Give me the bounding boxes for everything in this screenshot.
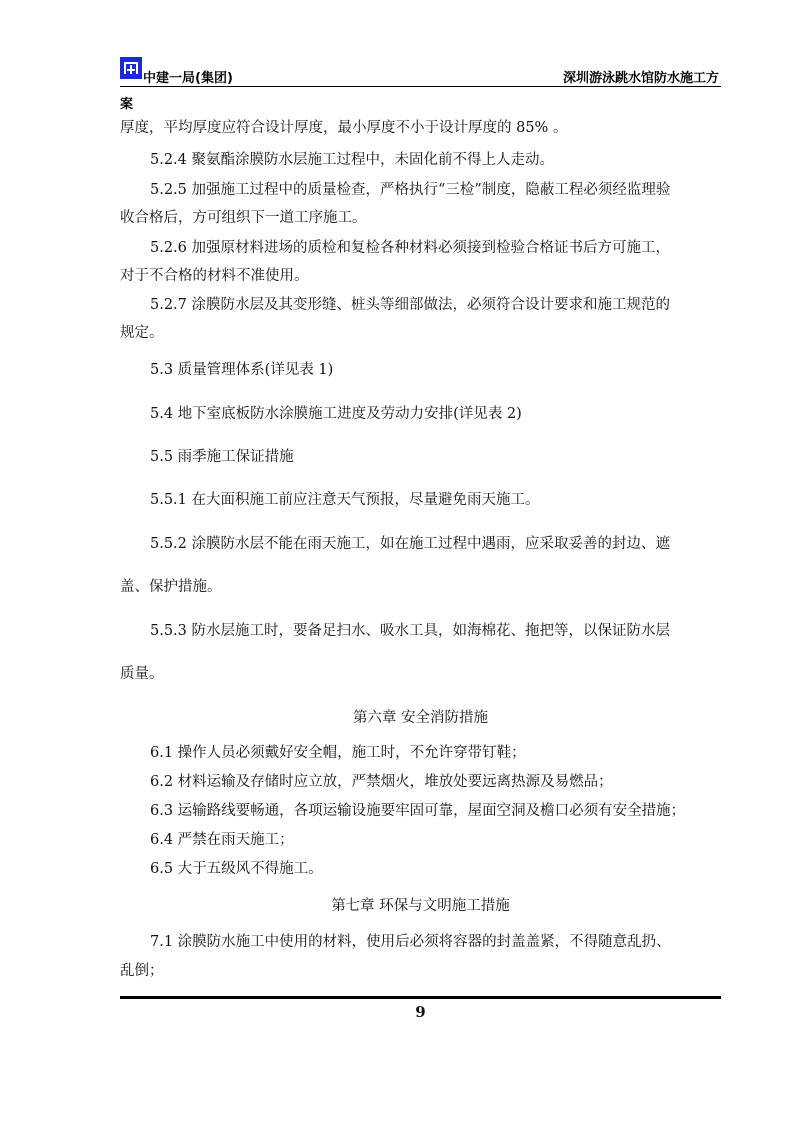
chapter-title: 第六章 安全消防措施: [352, 710, 489, 726]
list-item: 6.4 严禁在雨天施工；: [150, 832, 294, 848]
list-item: 6.5 大于五级风不得施工。: [150, 861, 323, 877]
company-logo-icon: [120, 57, 142, 79]
header-company: 中建一局(集团): [143, 71, 233, 86]
paragraph: 质量。: [120, 666, 164, 682]
list-item: 6.1 操作人员必须戴好安全帽，施工时，不允许穿带钉鞋；: [150, 745, 526, 761]
section-heading: 5.5 雨季施工保证措施: [150, 449, 294, 465]
paragraph: 5.5.3 防水层施工时，要备足扫水、吸水工具，如海棉花、拖把等，以保证防水层: [150, 623, 671, 639]
paragraph: 5.5.1 在大面积施工前应注意天气预报，尽量避免雨天施工。: [150, 492, 540, 508]
header-doc-title: 深圳游泳跳水馆防水施工方: [562, 71, 719, 86]
list-item: 6.2 材料运输及存储时应立放，严禁烟火，堆放处要远离热源及易燃品；: [150, 774, 613, 790]
paragraph: 5.2.6 加强原材料进场的质检和复检各种材料必须接到检验合格证书后方可施工，: [150, 240, 671, 256]
list-item: 7.1 涂膜防水施工中使用的材料，使用后必须将容器的封盖盖紧，不得随意乱扔、: [150, 934, 671, 950]
list-item: 6.3 运输路线要畅通，各项运输设施要牢固可靠，屋面空洞及檐口必须有安全措施；: [150, 803, 686, 819]
paragraph: 盖、保护措施。: [120, 579, 222, 595]
footer-divider: [120, 996, 721, 999]
paragraph: 5.2.4 聚氨酯涂膜防水层施工过程中，未固化前不得上人走动。: [150, 152, 555, 168]
header-divider: [120, 86, 721, 87]
page-number: 9: [415, 1003, 426, 1021]
list-item: 乱倒；: [120, 963, 164, 979]
paragraph: 5.2.7 涂膜防水层及其变形缝、桩头等细部做法，必须符合设计要求和施工规范的: [150, 297, 671, 313]
header-doc-title-wrap: 案: [120, 97, 134, 112]
paragraph: 规定。: [120, 325, 164, 341]
paragraph: 对于不合格的材料不准使用。: [120, 268, 309, 284]
chapter-title: 第七章 环保与文明施工措施: [331, 898, 510, 914]
section-heading: 5.3 质量管理体系(详见表 1): [150, 362, 334, 378]
paragraph: 5.2.5 加强施工过程中的质量检查，严格执行“三检”制度，隐蔽工程必须经监理验: [150, 182, 671, 198]
paragraph: 收合格后，方可组织下一道工序施工。: [120, 210, 367, 226]
paragraph: 厚度，平均厚度应符合设计厚度，最小厚度不小于设计厚度的 85% 。: [120, 120, 568, 136]
paragraph: 5.5.2 涂膜防水层不能在雨天施工，如在施工过程中遇雨，应采取妥善的封边、遮: [150, 536, 671, 552]
section-heading: 5.4 地下室底板防水涂膜施工进度及劳动力安排(详见表 2): [150, 406, 522, 422]
